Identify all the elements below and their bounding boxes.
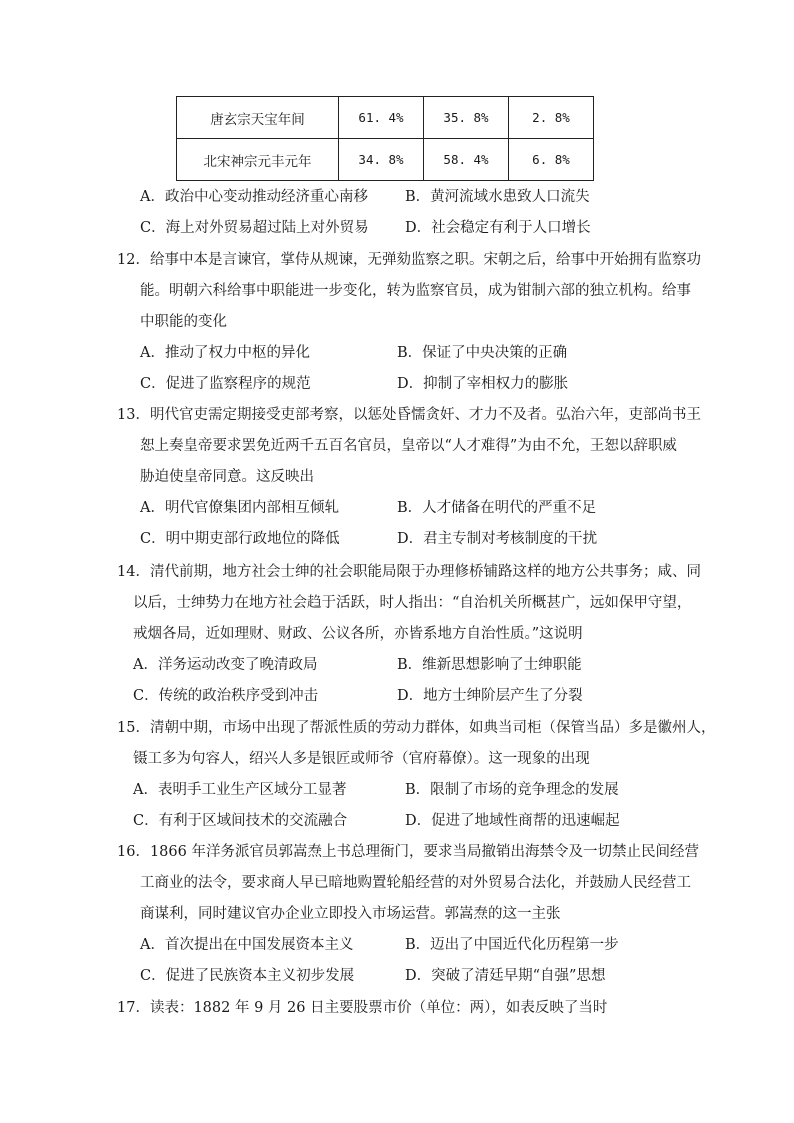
q13-option-c: C．明中期吏部行政地位的降低 (140, 531, 340, 547)
q12-option-a: A．推动了权力中枢的异化 (140, 345, 310, 361)
q13-option-a: A．明代官僚集团内部相互倾轧 (140, 500, 339, 516)
q15-option-c: C．有利于区域间技术的交流融合 (133, 813, 348, 829)
q16-stem-line: 商谋利，同时建议官办企业立即投入市场运营。郭嵩焘的这一主张 (140, 906, 561, 922)
q12-stem-line: 中职能的变化 (140, 314, 227, 330)
table-cell: 6. 8% (509, 139, 594, 181)
q13-stem-line: 13．明代官吏需定期接受吏部考察，以惩处昏懦贪奸、才力不及者。弘治六年，吏部尚书王 (117, 407, 701, 423)
q12-option-b: B．保证了中央决策的正确 (397, 345, 568, 361)
q14-stem-line: 戒烟各局，近如理财、财政、公议各所，亦皆系地方自治性质。”这说明 (133, 626, 583, 642)
q17-stem-line: 17．读表：1882 年 9 月 26 日主要股票市价（单位：两），如表反映了当时 (117, 1000, 608, 1016)
q13-option-d: D．君主专制对考核制度的干扰 (397, 531, 598, 547)
data-table (176, 96, 594, 181)
q12-stem-line: 能。明朝六科给事中职能进一步变化，转为监察官员，成为钳制六部的独立机构。给事 (140, 283, 691, 299)
q16-stem-line: 工商业的法令，要求商人早已暗地购置轮船经营的对外贸易合法化，并鼓励人民经营工 (140, 875, 691, 891)
q15-option-d: D．促进了地域性商帮的迅速崛起 (405, 813, 620, 829)
table-cell: 58. 4% (424, 139, 509, 181)
table-cell: 35. 8% (424, 97, 509, 139)
q14-option-b: B．维新思想影响了士绅职能 (397, 657, 582, 673)
q14-option-d: D．地方士绅阶层产生了分裂 (397, 688, 583, 704)
q16-option-b: B．迈出了中国近代化历程第一步 (405, 937, 619, 953)
table-row (177, 139, 594, 181)
q16-option-c: C．促进了民族资本主义初步发展 (140, 968, 355, 984)
q12-option-c: C．促进了监察程序的规范 (140, 376, 311, 392)
q13-option-b: B．人才储备在明代的严重不足 (397, 500, 597, 516)
q11-option-d: D．社会稳定有利于人口增长 (405, 220, 591, 236)
q14-option-a: A．洋务运动改变了晚清政局 (133, 657, 318, 673)
q12-stem-line: 12．给事中本是言谏官，掌侍从规谏，无弹劾监察之职。宋朝之后，给事中开始拥有监察功 (117, 252, 701, 268)
q16-stem-line: 16．1866 年洋务派官员郭嵩焘上书总理衙门，要求当局撤销出海禁令及一切禁止民间经营 (117, 844, 699, 860)
q14-option-c: C．传统的政治秩序受到冲击 (133, 688, 319, 704)
q11-option-c: C．海上对外贸易超过陆上对外贸易 (140, 220, 369, 236)
q15-option-b: B．限制了市场的竞争理念的发展 (405, 782, 619, 798)
q13-stem-line: 恕上奏皇帝要求罢免近两千五百名官员，皇帝以“人才难得”为由不允，王恕以辞职威 (140, 438, 677, 454)
table-cell: 北宋神宗元丰元年 (177, 139, 339, 181)
table-cell: 唐玄宗天宝年间 (177, 97, 339, 139)
q14-stem-line: 14．清代前期，地方社会士绅的社会职能局限于办理修桥铺路这样的地方公共事务；咸、同 (117, 564, 701, 580)
q15-stem-line: 15．清朝中期，市场中出现了帮派性质的劳动力群体，如典当司柜（保管当品）多是徽州人， (117, 720, 716, 736)
q16-option-a: A．首次提出在中国发展资本主义 (140, 937, 354, 953)
q14-stem-line: 以后，士绅势力在地方社会趋于活跃，时人指出：“自治机关所概甚广，远如保甲守望， (133, 595, 692, 611)
q12-option-d: D．抑制了宰相权力的膨胀 (397, 376, 569, 392)
table-cell: 34. 8% (339, 139, 424, 181)
q11-option-a: A．政治中心变动推动经济重心南移 (140, 189, 368, 205)
table-cell: 61. 4% (339, 97, 424, 139)
q16-option-d: D．突破了清廷早期“自强”思想 (405, 968, 606, 984)
table-row (177, 97, 594, 139)
q11-option-b: B．黄河流域水患致人口流失 (405, 189, 590, 205)
q15-option-a: A．表明手工业生产区域分工显著 (133, 782, 347, 798)
table-cell: 2. 8% (509, 97, 594, 139)
q13-stem-line: 胁迫使皇帝同意。这反映出 (140, 469, 314, 485)
q15-stem-line: 镊工多为句容人，绍兴人多是银匠或师爷（官府幕僚）。这一现象的出现 (133, 751, 590, 767)
